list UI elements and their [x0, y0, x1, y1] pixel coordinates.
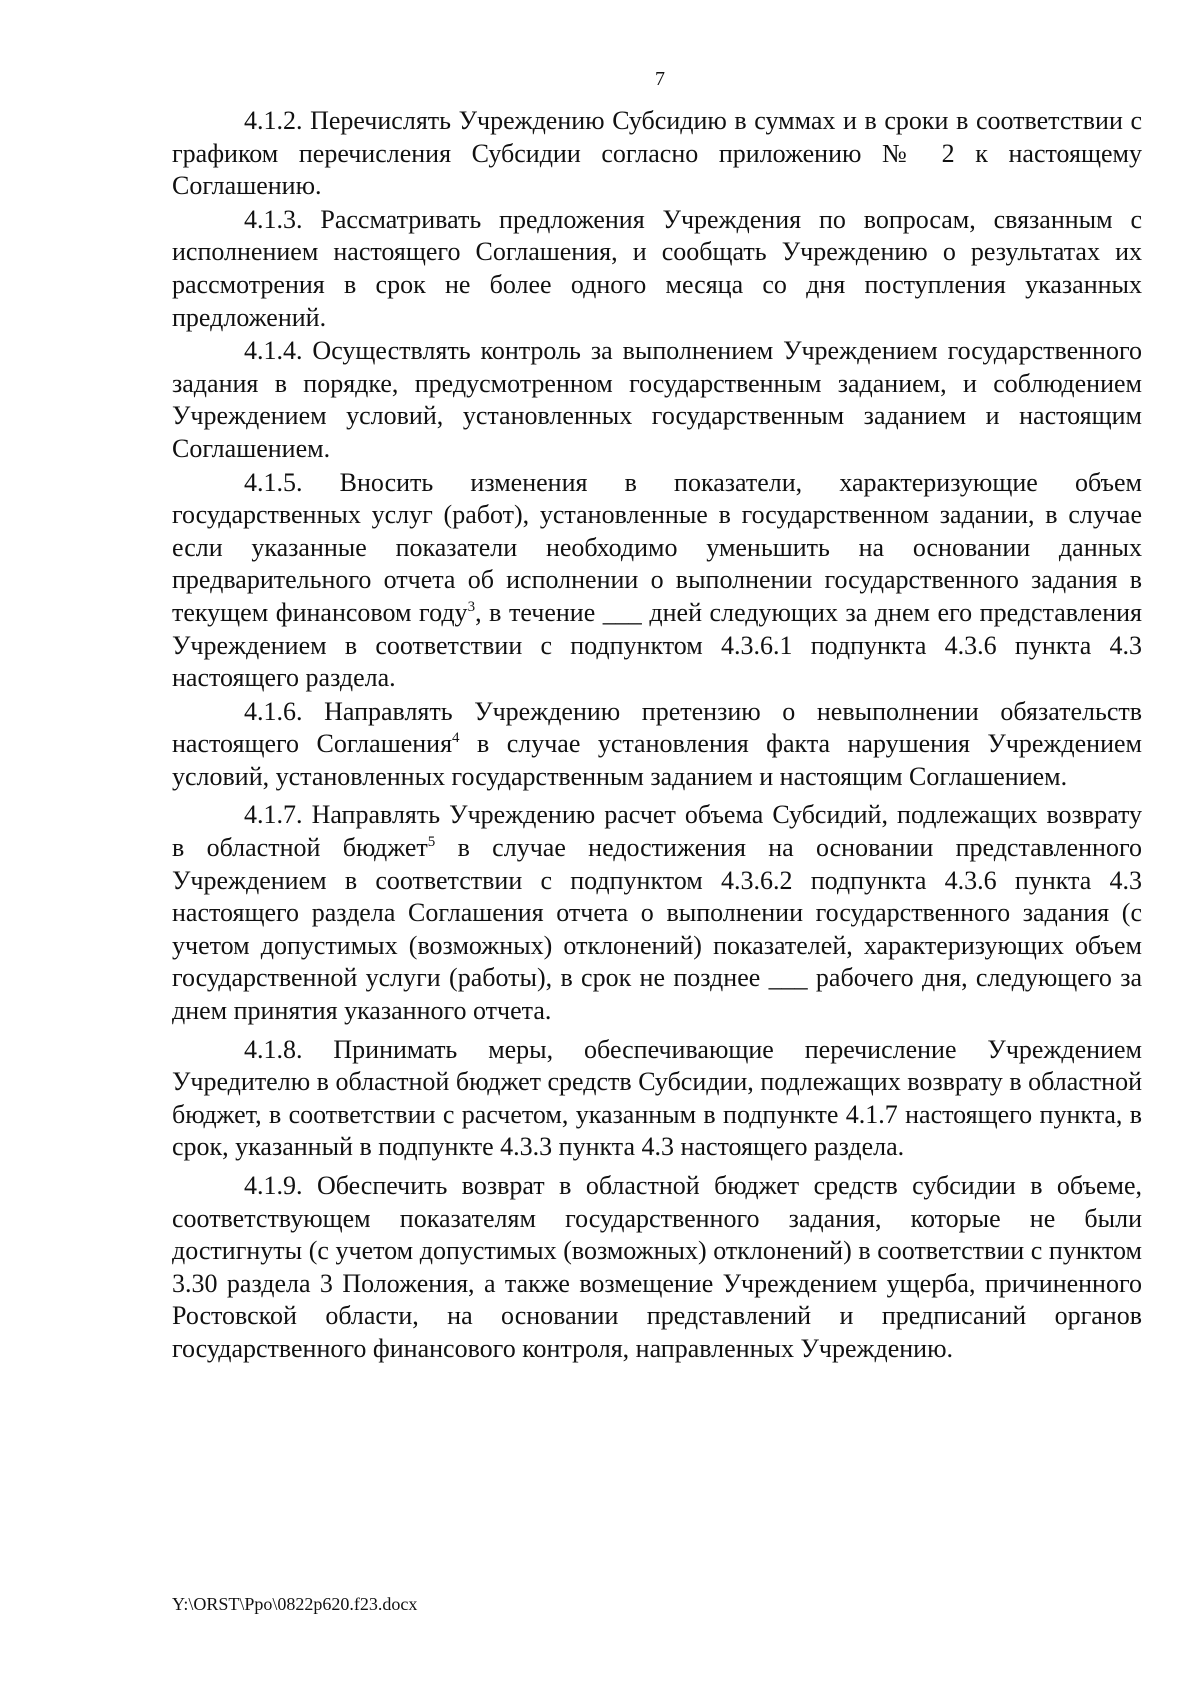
- paragraph-4-1-2: 4.1.2. Перечислять Учреждению Субсидию в суммах и в сроки в соответствии с графиком перечисления Субсидии согласно приложению № 2 к настоящему Соглашению.: [172, 106, 1142, 201]
- paragraph-4-1-4: 4.1.4. Осуществлять контроль за выполнением Учреждением государственного задания в порядке, предусмотренном государственным заданием, и соблюдением Учреждением условий, установленных государственным заданием и настоящим Соглашением.: [172, 336, 1142, 463]
- page-number: 7: [655, 68, 665, 90]
- paragraph-text: в случае недостижения на основании представленного Учреждением в соответствии с подпунктом 4.3.6.2 подпункта 4.3.6 пункта 4.3 настоящего раздела Соглашения отчета о выполнении государственного задания (с учетом допустимых (возможных) отклонений) показателей, характеризующих объем государственной услуги (работы), в срок не позднее ___ рабочего дня, следующего за днем принятия указанного отчета.: [172, 833, 1142, 1026]
- paragraph-text: 4.1.7. Направлять Учреждению расчет объема Субсидий, подлежащих возврату в областной бюджет: [172, 800, 1142, 863]
- footnote-marker: 4: [452, 730, 460, 747]
- footnote-marker: 3: [467, 598, 476, 615]
- footnote-marker: 5: [427, 834, 436, 851]
- paragraph-4-1-6: [172, 696, 1142, 794]
- paragraph-text: в случае установления факта нарушения Учреждением условий, установленных государственным заданием и настоящим Соглашением.: [172, 729, 1142, 791]
- paragraph-text: , в течение ___ дней следующих за днем его представления Учреждением в соответствии с подпунктом 4.3.6.1 подпункта 4.3.6 пункта 4.3 настоящего раздела.: [172, 597, 1143, 693]
- paragraph-text: 4.1.6. Направлять Учреждению претензию о невыполнении обязательств настоящего Соглашения: [172, 696, 1142, 759]
- footer-file-path: Y:\ORST\Ppo\0822p620.f23.docx: [172, 1594, 418, 1614]
- paragraph-4-1-7: [172, 799, 1142, 1027]
- paragraph-4-1-3: 4.1.3. Рассматривать предложения Учреждения по вопросам, связанным с исполнением настоящего Соглашения, и сообщать Учреждению о результатах их рассмотрения в срок не более одного месяца со дня поступления указанных предложений.: [172, 204, 1142, 332]
- paragraph-4-1-5: [172, 467, 1142, 695]
- document-body: [172, 105, 1142, 1366]
- paragraph-4-1-8: 4.1.8. Принимать меры, обеспечивающие перечисление Учреждением Учредителю в областной бюджет средств Субсидии, подлежащих возврату в областной бюджет, в соответствии с расчетом, указанным в подпункте 4.1.7 настоящего пункта, в срок, указанный в подпункте 4.3.3 пункта 4.3 настоящего раздела.: [172, 1034, 1142, 1162]
- paragraph-text: 4.1.5. Вносить изменения в показатели, характеризующие объем государственных услуг (работ), установленные в государственном задании, в случае если указанные показатели необходимо уменьшить на основании данных предварительного отчета об исполнении о выполнении государственного задания в текущем финансовом году: [172, 467, 1142, 627]
- paragraph-4-1-9: 4.1.9. Обеспечить возврат в областной бюджет средств субсидии в объеме, соответствующем показателям государственного задания, которые не были достигнуты (с учетом допустимых (возможных) отклонений) в соответствии с пунктом 3.30 раздела 3 Положения, а также возмещение Учреждением ущерба, причиненного Ростовской области, на основании представлений и предписаний органов государственного финансового контроля, направленных Учреждению.: [172, 1171, 1142, 1363]
